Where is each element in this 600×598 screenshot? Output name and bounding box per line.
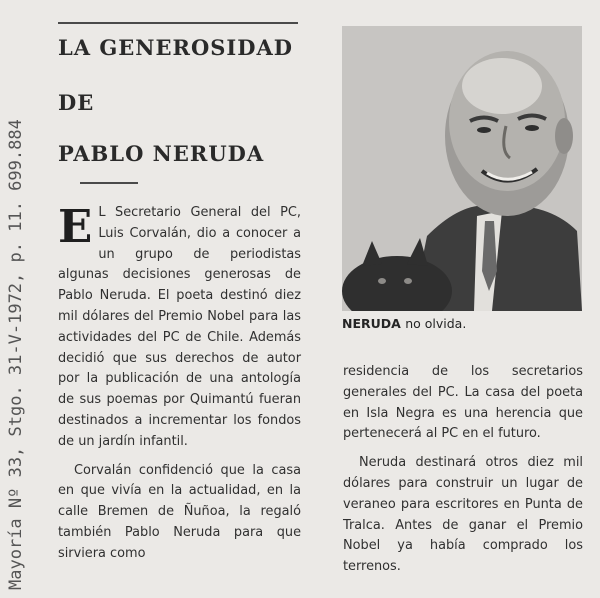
article-paragraph-1: [58, 200, 301, 453]
article-paragraph-4: Neruda destinará otros diez mil dólares para construir un lugar de veraneo para escritores en Punta de Tralca. Antes de ganar el Premio Nobel ya había comprado los terrenos.: [343, 455, 583, 575]
headline-divider: [80, 182, 138, 184]
top-rule: [58, 22, 298, 24]
article-column-2: [343, 362, 583, 586]
headline-line-3: PABLO NERUDA: [58, 141, 265, 166]
portrait-illustration: [342, 26, 582, 311]
caption-name: NERUDA: [342, 316, 401, 331]
archive-handwritten-note: Mayoría Nº 33, Stgo. 31-V-1972, p. 11. 699.884: [6, 119, 26, 590]
archive-annotation: [6, 80, 34, 590]
drop-cap: E: [58, 200, 93, 253]
neruda-photo: [342, 26, 582, 311]
headline-line-2: DE: [58, 90, 95, 115]
paragraph-1-text: L Secretario General del PC, Luis Corvalán, dio a conocer a un grupo de periodistas algunas decisiones generosas de Pablo Neruda. El poeta destinó diez mil dólares del Premio Nobel para las actividades del PC de Chile. Además decidió que sus derechos de autor por la publicación de una antología de sus poemas por Quimantú fueran destinados a incrementar los fondos de un jardín infantil.: [58, 205, 301, 449]
headline-line-1: LA GENEROSIDAD: [58, 35, 293, 60]
article-paragraph-2: Corvalán confidenció que la casa en que vivía en la actualidad, en la calle Bremen de Ñuñoa, la regaló también Pablo Neruda para que sirviera como: [58, 462, 301, 561]
article-column-1: [58, 200, 301, 573]
caption-text: no olvida.: [405, 316, 467, 331]
article-paragraph-3: residencia de los secretarios generales del PC. La casa del poeta en Isla Negra es una herencia que pertenecerá al PC en el futuro.: [343, 364, 583, 442]
photo-caption: [342, 316, 466, 331]
